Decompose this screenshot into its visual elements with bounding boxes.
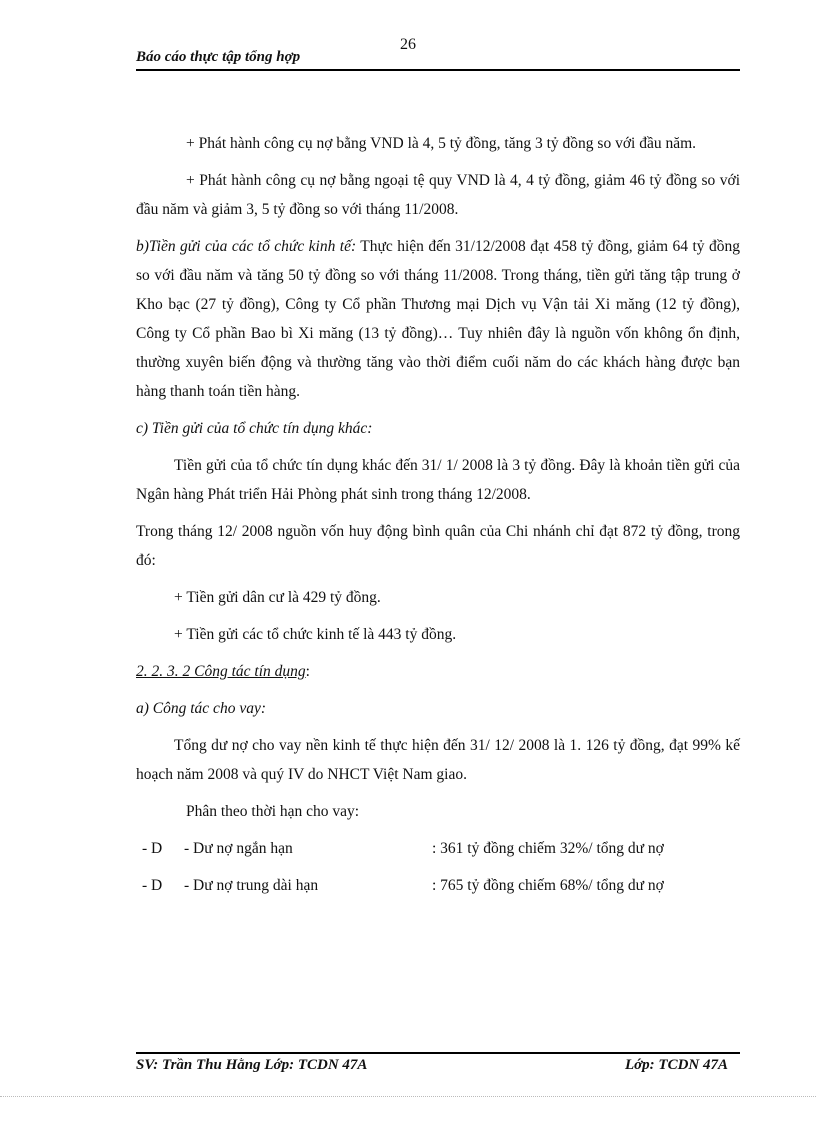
paragraph-total-outstanding-loans: Tổng dư nợ cho vay nền kinh tế thực hiện đến 31/ 12/ 2008 là 1. 126 tỷ đồng, đạt 99% kế hoạch năm 2008 và quý IV do NHCT Việt Nam giao. (136, 737, 740, 783)
footer-class-info: Lớp: TCDN 47A (624, 1057, 728, 1073)
paragraph-credit-institution-deposits: Tiền gửi của tổ chức tín dụng khác đến 31/ 1/ 2008 là 3 tỷ đồng. Đây là khoản tiền gửi của Ngân hàng Phát triển Hải Phòng phát sinh trong tháng 12/2008. (136, 457, 740, 503)
list-item-medium-long-term-debt (136, 871, 740, 900)
section-heading-text: 2. 2. 3. 2 Công tác tín dụng (136, 663, 306, 680)
list-marker: - D (142, 840, 163, 857)
list-value: : 765 tỷ đồng chiếm 68%/ tổng dư nợ (432, 877, 664, 894)
paragraph-loan-term-breakdown: Phân theo thời hạn cho vay: (186, 803, 360, 820)
header-divider (136, 69, 740, 71)
list-item-resident-deposits: + Tiền gửi dân cư là 429 tỷ đồng. (174, 589, 381, 606)
paragraph-economic-org-deposits (136, 232, 740, 406)
section-heading-colon: : (305, 663, 310, 680)
page-number: 26 (400, 36, 416, 53)
paragraph-vnd-debt-issuance: + Phát hành công cụ nợ bằng VND là 4, 5 tỷ đồng, tăng 3 tỷ đồng so với đầu năm. (186, 135, 697, 152)
list-label: - Dư nợ trung dài hạn (184, 877, 319, 894)
heading-credit-institution-deposits: c) Tiền gửi của tổ chức tín dụng khác: (136, 420, 373, 437)
text-economic-org-deposits: Thực hiện đến 31/12/2008 đạt 458 tỷ đồng, giảm 64 tỷ đồng so với đầu năm và tăng 50 tỷ đồng so với tháng 11/2008. Trong tháng, tiền gửi tăng tập trung ở Kho bạc (27 tỷ đồng), Công ty Cổ phần Thương mại Dịch vụ Vận tải Xi măng (12 tỷ đồng), Công ty Cổ phần Bao bì Xi măng (13 tỷ đồng)… Tuy nhiên đây là nguồn vốn không ổn định, thường xuyên biến động và thường tăng vào thời điểm cuối năm do các khách hàng được bạn hàng thanh toán tiền hàng. (136, 238, 740, 400)
paragraph-foreign-debt-issuance: + Phát hành công cụ nợ bằng ngoại tệ quy VND là 4, 4 tỷ đồng, giảm 46 tỷ đồng so với đầu năm và giảm 3, 5 tỷ đồng so với tháng 11/2008. (136, 172, 740, 218)
sub-heading-lending: a) Công tác cho vay: (136, 700, 266, 717)
list-label: - Dư nợ ngắn hạn (184, 840, 293, 857)
list-value: : 361 tỷ đồng chiếm 32%/ tổng dư nợ (432, 840, 664, 857)
section-heading (136, 657, 740, 686)
list-item-economic-org-deposits: + Tiền gửi các tổ chức kinh tế là 443 tỷ đồng. (174, 626, 457, 643)
list-marker: - D (142, 877, 163, 894)
footer-student-info: SV: Trần Thu Hằng Lớp: TCDN 47A (136, 1057, 368, 1073)
paragraph-average-mobilized-capital: Trong tháng 12/ 2008 nguồn vốn huy động bình quân của Chi nhánh chỉ đạt 872 tỷ đồng, trong đó: (136, 523, 740, 569)
list-item-short-term-debt (136, 834, 740, 863)
document-body (136, 129, 740, 900)
footer-divider (136, 1052, 740, 1054)
heading-economic-org-deposits: b)Tiền gửi của các tổ chức kinh tế: (136, 238, 357, 255)
header-title: Báo cáo thực tập tổng hợp (136, 49, 301, 65)
page-edge-divider (0, 1096, 816, 1097)
